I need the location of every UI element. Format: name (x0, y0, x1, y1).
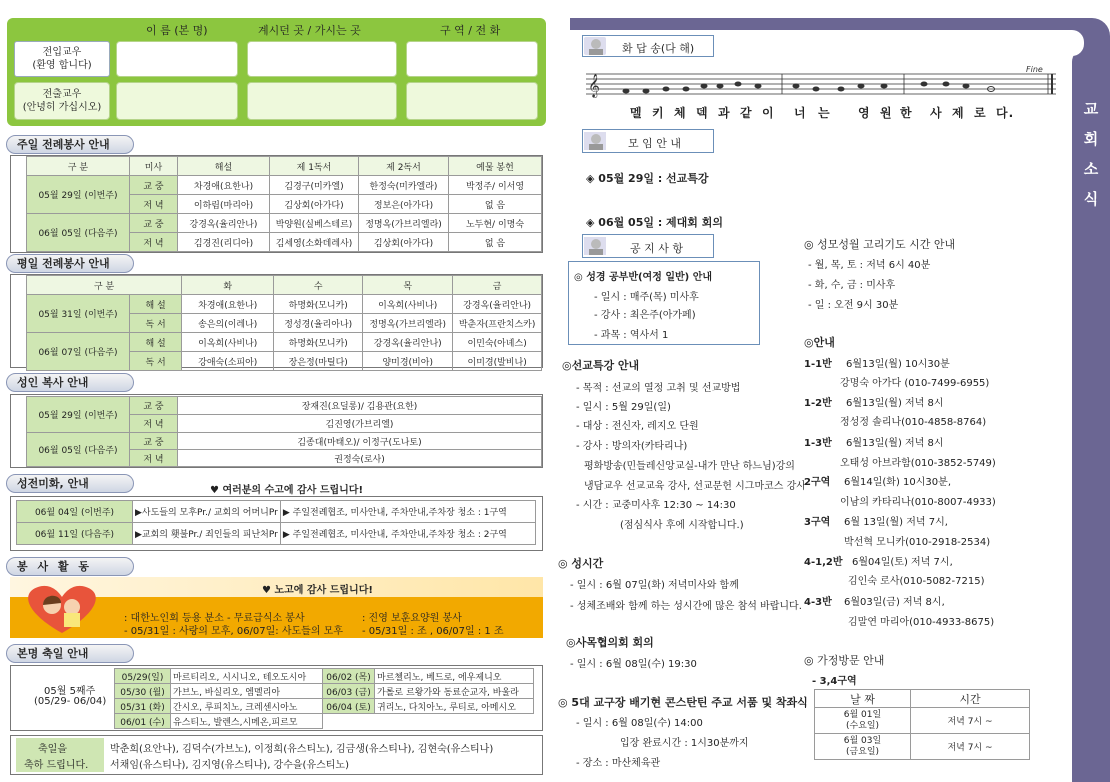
bible-l1: - 일시 : 매주(목) 미사후 (594, 292, 699, 303)
rosary-l3: - 일 : 오전 9시 30분 (808, 300, 899, 311)
th: 해설 (178, 157, 270, 176)
service-section-title: 봉 사 활 동 (6, 557, 134, 576)
adult-section-title: 성인 복사 안내 (6, 373, 134, 392)
date-cell: 05월 29일 (이번주) (27, 176, 130, 214)
lyric: 사 (930, 106, 943, 120)
lyric: 체 (674, 106, 687, 120)
meeting-2: ◈ 06월 05일 : 제대회 회의 (586, 216, 724, 229)
cell: 이옥희(사비나) (363, 295, 453, 314)
hymn-icon (584, 37, 606, 55)
lyric: 같 (740, 106, 753, 120)
bishop-title: ◎ 5대 교구장 배기현 콘스탄틴 주교 서품 및 착좌식 (558, 696, 808, 709)
lyric: 너 (794, 106, 807, 120)
guest-header-name: 이 름 (본 명) (146, 24, 208, 37)
date-cell: 06월 11일 (다음주) (17, 523, 133, 545)
guide-group: 4-3반 (804, 597, 832, 608)
guide-host: 정성정 솔리나(010-4858-8764) (840, 417, 987, 428)
cell: 해 설 (130, 295, 182, 314)
cell: 하명화(모니카) (274, 333, 363, 352)
bishop-l3: - 장소 : 마산체육관 (576, 758, 661, 769)
cell: ▶교회의 횃불Pr./ 죄인들의 피난처Pr (133, 523, 281, 545)
heart-illustration-icon (16, 583, 108, 635)
cell: ▶ 주일전례협조, 미사안내, 주차안내,주차장 청소 : 1구역 (280, 501, 535, 523)
service-thanks: ♥ 노고에 감사 드립니다! (262, 585, 373, 596)
cell: 김세영(소화데레사) (270, 233, 359, 252)
th: 수 (274, 276, 363, 295)
cell: 김진영(가브리엘) (178, 415, 542, 433)
clean-section-title: 성전미화, 안내 (6, 474, 134, 493)
guide-host: 이남의 카타리나(010-8007-4933) (840, 497, 996, 508)
th: 미사 (130, 157, 178, 176)
rosary-title: ◎ 성모성월 고리기도 시간 안내 (804, 238, 956, 251)
pastoral-title: ◎사목협의회 회의 (566, 636, 654, 649)
cell: 박양원(실베스테르) (270, 214, 359, 233)
rosary-l2: - 화, 수, 금 : 미사후 (808, 280, 896, 291)
adult-table (26, 396, 542, 467)
guest-in-label (14, 41, 110, 77)
date-cell: 06/02 (목) (323, 669, 375, 684)
date-cell: 06/03 (금) (323, 684, 375, 699)
date-cell: 06월 05일 (다음주) (27, 214, 130, 252)
side-title (1078, 94, 1104, 214)
cell: 이하림(마리아) (178, 195, 270, 214)
side-char: 식 (1083, 190, 1099, 208)
cell: 정성경(율리아나) (274, 314, 363, 333)
cell: 김종대(마태오)/ 이정구(도나토) (178, 433, 542, 450)
guide-group: 2구역 (804, 477, 831, 488)
weekday-section-title: 평일 전례봉사 안내 (6, 254, 134, 273)
guest-in-text: 전입교우 (환영 합니다) (32, 47, 92, 71)
portrait-icon (584, 37, 606, 55)
hymn-lyrics (630, 104, 1050, 120)
public-label: 공 지 사 항 (630, 242, 683, 255)
lyric: 덱 (696, 106, 709, 120)
cell: 송은의(이레나) (182, 314, 274, 333)
hymn-label: 화 답 송(다 해) (622, 42, 695, 55)
guest-in-name[interactable] (116, 41, 238, 77)
guest-out-label (14, 82, 110, 120)
feast-table (114, 668, 534, 729)
cell: 차경애(요한나) (182, 295, 274, 314)
guide-group: 4-1,2반 (804, 557, 843, 568)
guest-header-contact: 구 역 / 전 화 (440, 24, 501, 37)
date-cell: 05월 31일 (이번주) (27, 295, 130, 333)
guide-time: 6월14일(화) 10시30분, (844, 477, 951, 488)
bible-l3: - 과목 : 역사서 1 (594, 330, 669, 341)
cell: 김상회(아가다) (270, 195, 359, 214)
date-cell: 05/31 (화) (115, 699, 171, 714)
th: 시간 (911, 690, 1030, 708)
cell: 김경진(리디아) (178, 233, 270, 252)
date-cell: 06월 07일 (다음주) (27, 333, 130, 371)
guest-out-name[interactable] (116, 82, 238, 120)
bishop-l1: - 일시 : 6월 08일(수) 14:00 (576, 718, 703, 729)
empty-cell (323, 714, 375, 729)
feast-names1: 박춘희(요안나), 김덕수(가브노), 이정희(유스티노), 김금생(유스티나), 김현숙(유스티나) (110, 744, 494, 755)
service-a1: : 대한노인회 등용 분소 - 무료급식소 봉사 (124, 613, 305, 624)
cell: 정보은(아가다) (359, 195, 449, 214)
guest-in-place[interactable] (247, 41, 397, 77)
feast-range: (05/29- 06/04) (34, 696, 107, 707)
feast-label2: 축하 드립니다. (24, 760, 89, 771)
cell: 한정숙(미카엘라) (359, 176, 449, 195)
mission-line: - 일시 : 5월 29일(일) (576, 402, 671, 413)
holy-title: ◎ 성시간 (558, 557, 604, 570)
mission-line: - 시간 : 교중미사후 12:30 ~ 14:30 (576, 500, 736, 511)
side-char: 회 (1083, 130, 1099, 148)
th: 날 짜 (815, 690, 911, 708)
cell: 강경옥(율리안나) (363, 333, 453, 352)
cell: 간시오, 루피치노, 크레센시아노 (171, 699, 323, 714)
guest-out-text: 전출교우 (안녕히 가십시오) (22, 89, 102, 113)
visit-date: 6월 03일 (843, 735, 882, 746)
mission-line: - 목적 : 선교의 열정 고취 및 선교방법 (576, 383, 741, 394)
cell: 이민숙(아녜스) (453, 333, 542, 352)
service-b2: - 05/31일 : 조 , 06/07일 : 1 조 (362, 626, 504, 637)
mission-line: - 대상 : 전신자, 레지오 단원 (576, 421, 699, 432)
th: 제 1독서 (270, 157, 359, 176)
feast-label1: 축일을 (38, 744, 67, 755)
guide-host: 김말연 마리아(010-4933-8675) (848, 617, 995, 628)
visit-table (814, 689, 1030, 760)
lyric: 로 (974, 106, 987, 120)
feast-section-title: 본명 축일 안내 (6, 644, 134, 663)
visit-day: (수요일) (845, 720, 880, 731)
cell: ▶사도들의 모후Pr./ 교회의 어머니Pr (133, 501, 281, 523)
feast-week: 05월 5째주 (44, 686, 96, 697)
cell: 가롤로 르왕가와 동료순교자, 바울라 (375, 684, 534, 699)
clean-thanks: ♥ 여러분의 수고에 감사 드립니다! (210, 485, 364, 496)
cell: 김경구(미카엘) (270, 176, 359, 195)
cell: 박정주/ 이서영 (449, 176, 542, 195)
visit-title: ◎ 가정방문 안내 (804, 654, 885, 667)
th: 목 (363, 276, 453, 295)
bible-title: ◎ 성경 공부반(여정 일반) 안내 (574, 272, 713, 283)
guide-host: 김인숙 로사(010-5082-7215) (848, 576, 985, 587)
side-char: 교 (1083, 100, 1099, 118)
lyric: 는 (818, 106, 831, 120)
service-b1: : 진영 보훈요양원 봉사 (362, 613, 462, 624)
date-cell: 06월 05일 (다음주) (27, 433, 130, 467)
th: 금 (453, 276, 542, 295)
cell: 박춘자(프란치스카) (453, 314, 542, 333)
cell: 저 녁 (130, 195, 178, 214)
pastoral-l1: - 일시 : 6월 08일(수) 19:30 (570, 659, 697, 670)
cell: 유스티노, 발렌스,시메온,피르모 (171, 714, 323, 729)
side-tab-notch (1060, 30, 1084, 56)
guide-time: 6월13일(월) 저녁 8시 (846, 438, 944, 449)
visit-date-cell (815, 734, 911, 760)
cell: 없 음 (449, 233, 542, 252)
guide-group: 3구역 (804, 517, 831, 528)
cell: 이미경(발비나) (453, 352, 542, 371)
service-a2: - 05/31일 : 사랑의 모후, 06/07일: 사도들의 모후 (124, 626, 343, 637)
cell: 저 녁 (130, 450, 178, 467)
lyric: 영 (858, 106, 871, 120)
guide-time: 6월13일(월) 10시30분 (846, 359, 950, 370)
guest-out-contact[interactable] (406, 82, 538, 120)
cell: 교 중 (130, 214, 178, 233)
date-cell: 05월 29일 (이번주) (27, 397, 130, 433)
guide-host: 강명숙 아가다 (010-7499-6955) (840, 378, 990, 389)
date-cell: 06월 04일 (이번주) (17, 501, 133, 523)
feast-names2: 서채임(유스티나), 김지영(유스티나), 강수을(유스티노) (110, 760, 349, 771)
meeting-label: 모 임 안 내 (628, 137, 681, 150)
cell: 귀리노, 다치아노, 루티로, 아메시오 (375, 699, 534, 714)
th: 구 분 (27, 276, 182, 295)
meeting-icon (584, 132, 606, 150)
th: 예물 봉헌 (449, 157, 542, 176)
visit-time: 저녁 7시 ~ (911, 734, 1030, 760)
cell: 저 녁 (130, 415, 178, 433)
cell: 차경애(요한나) (178, 176, 270, 195)
cell: 교 중 (130, 433, 178, 450)
lyric: 원 (880, 106, 893, 120)
rosary-l1: - 월, 목, 토 : 저녁 6시 40분 (808, 260, 931, 271)
lyric: 한 (900, 106, 913, 120)
cell: 마르티리오, 시시니오, 테오도시아 (171, 669, 323, 684)
lyric: 키 (652, 106, 665, 120)
guide-group: 1-3반 (804, 438, 832, 449)
bible-l2: - 강사 : 최은주(아가페) (594, 310, 696, 321)
cell: 없 음 (449, 195, 542, 214)
cell: 독 서 (130, 352, 182, 371)
cell: 교 중 (130, 176, 178, 195)
th: 제 2독서 (359, 157, 449, 176)
weekday-table (26, 275, 542, 371)
date-cell: 05/29(일) (115, 669, 171, 684)
mission-line: - 강사 : 방의자(카타리나) (576, 441, 688, 452)
guide-host: 박선혁 모니카(010-2918-2534) (844, 537, 991, 548)
cell: 마르첼리노, 베드로, 에우제니오 (375, 669, 534, 684)
cell: 강경옥(율리안나) (178, 214, 270, 233)
holy-l1: - 일시 : 6월 07일(화) 저녁미사와 함께 (570, 580, 739, 591)
lyric: 제 (952, 106, 965, 120)
right-top-bar (570, 18, 1072, 30)
sunday-section-title: 주일 전례봉사 안내 (6, 135, 134, 154)
th: 화 (182, 276, 274, 295)
guest-header-place: 계시던 곳 / 가시는 곳 (258, 24, 361, 37)
cell: 장재진(요딜롱)/ 김용관(요한) (178, 397, 542, 415)
guest-in-contact[interactable] (406, 41, 538, 77)
cell: 김상회(아가다) (359, 233, 449, 252)
cell: 독 서 (130, 314, 182, 333)
fine-mark: Fine (1026, 65, 1043, 74)
date-cell: 06/01 (수) (115, 714, 171, 729)
svg-text:𝄞: 𝄞 (588, 73, 600, 97)
lyric: 과 (718, 106, 731, 120)
mission-title: ◎선교특강 안내 (562, 359, 640, 372)
guide-group: 1-2반 (804, 398, 832, 409)
visit-day: (금요일) (845, 746, 880, 757)
sunday-table (26, 156, 542, 252)
mission-line: (점심식사 후에 시작합니다.) (620, 520, 744, 531)
cell: 해 설 (130, 333, 182, 352)
holy-l2: - 성체조배와 함께 하는 성시간에 많은 참석 바랍니다. (570, 601, 802, 612)
cell: 노두현/ 이명숙 (449, 214, 542, 233)
cell: ▶ 주일전례협조, 미사안내, 주차안내,주차장 청소 : 2구역 (280, 523, 535, 545)
guide-time: 6월 13일(월) 저녁 7시, (844, 517, 948, 528)
guide-time: 6월04일(토) 저녁 7시, (852, 557, 953, 568)
cell: 이옥희(사비나) (182, 333, 274, 352)
music-notation-icon (586, 64, 1056, 102)
mission-line: 평화방송(민들레신앙교실-내가 만난 하느님)강의 (584, 461, 795, 472)
guide-time: 6월13일(월) 저녁 8시 (846, 398, 944, 409)
portrait-icon (584, 237, 606, 255)
empty-cell (375, 714, 534, 729)
lyric: 멜 (630, 106, 643, 120)
visit-area: - 3,4구역 (812, 676, 857, 687)
visit-date: 6월 01일 (843, 709, 882, 720)
clean-table (16, 500, 536, 545)
meeting-1: ◈ 05월 29일 : 선교특강 (586, 172, 709, 185)
cell: 장은정(마틸다) (274, 352, 363, 371)
visit-time: 저녁 7시 ~ (911, 708, 1030, 734)
guide-host: 오태성 아브라함(010-3852-5749) (840, 458, 996, 469)
cell: 정명옥(가브리엘라) (359, 214, 449, 233)
visit-date-cell (815, 708, 911, 734)
date-cell: 05/30 (월) (115, 684, 171, 699)
cell: 교 중 (130, 397, 178, 415)
mission-line: 냉담교우 선교교육 강사, 선교문헌 시그마코스 강사 (584, 481, 806, 492)
side-char: 소 (1083, 160, 1099, 178)
portrait-icon (584, 132, 606, 150)
guide-group: 1-1반 (804, 359, 832, 370)
music-staff (586, 64, 1056, 102)
cell: 저 녁 (130, 233, 178, 252)
cell: 강경옥(율리안나) (453, 295, 542, 314)
th: 구 분 (27, 157, 130, 176)
date-cell: 06/04 (토) (323, 699, 375, 714)
cell: 하명화(모니카) (274, 295, 363, 314)
bishop-l2: 입장 완료시간 : 1시30분까지 (620, 738, 749, 749)
cell: 가브노, 바실리오, 엠멜리아 (171, 684, 323, 699)
guide-title: ◎안내 (804, 336, 835, 349)
lyric: 이 (762, 106, 775, 120)
guide-time: 6월03일(금) 저녁 8시, (844, 597, 945, 608)
guest-out-place[interactable] (247, 82, 397, 120)
cell: 정명옥(가브리엘라) (363, 314, 453, 333)
cell: 강애숙(소피아) (182, 352, 274, 371)
lyric: 다. (996, 106, 1015, 120)
cell: 양미경(비아) (363, 352, 453, 371)
heart-image (16, 583, 108, 635)
cell: 권정숙(로사) (178, 450, 542, 467)
public-icon (584, 237, 606, 255)
